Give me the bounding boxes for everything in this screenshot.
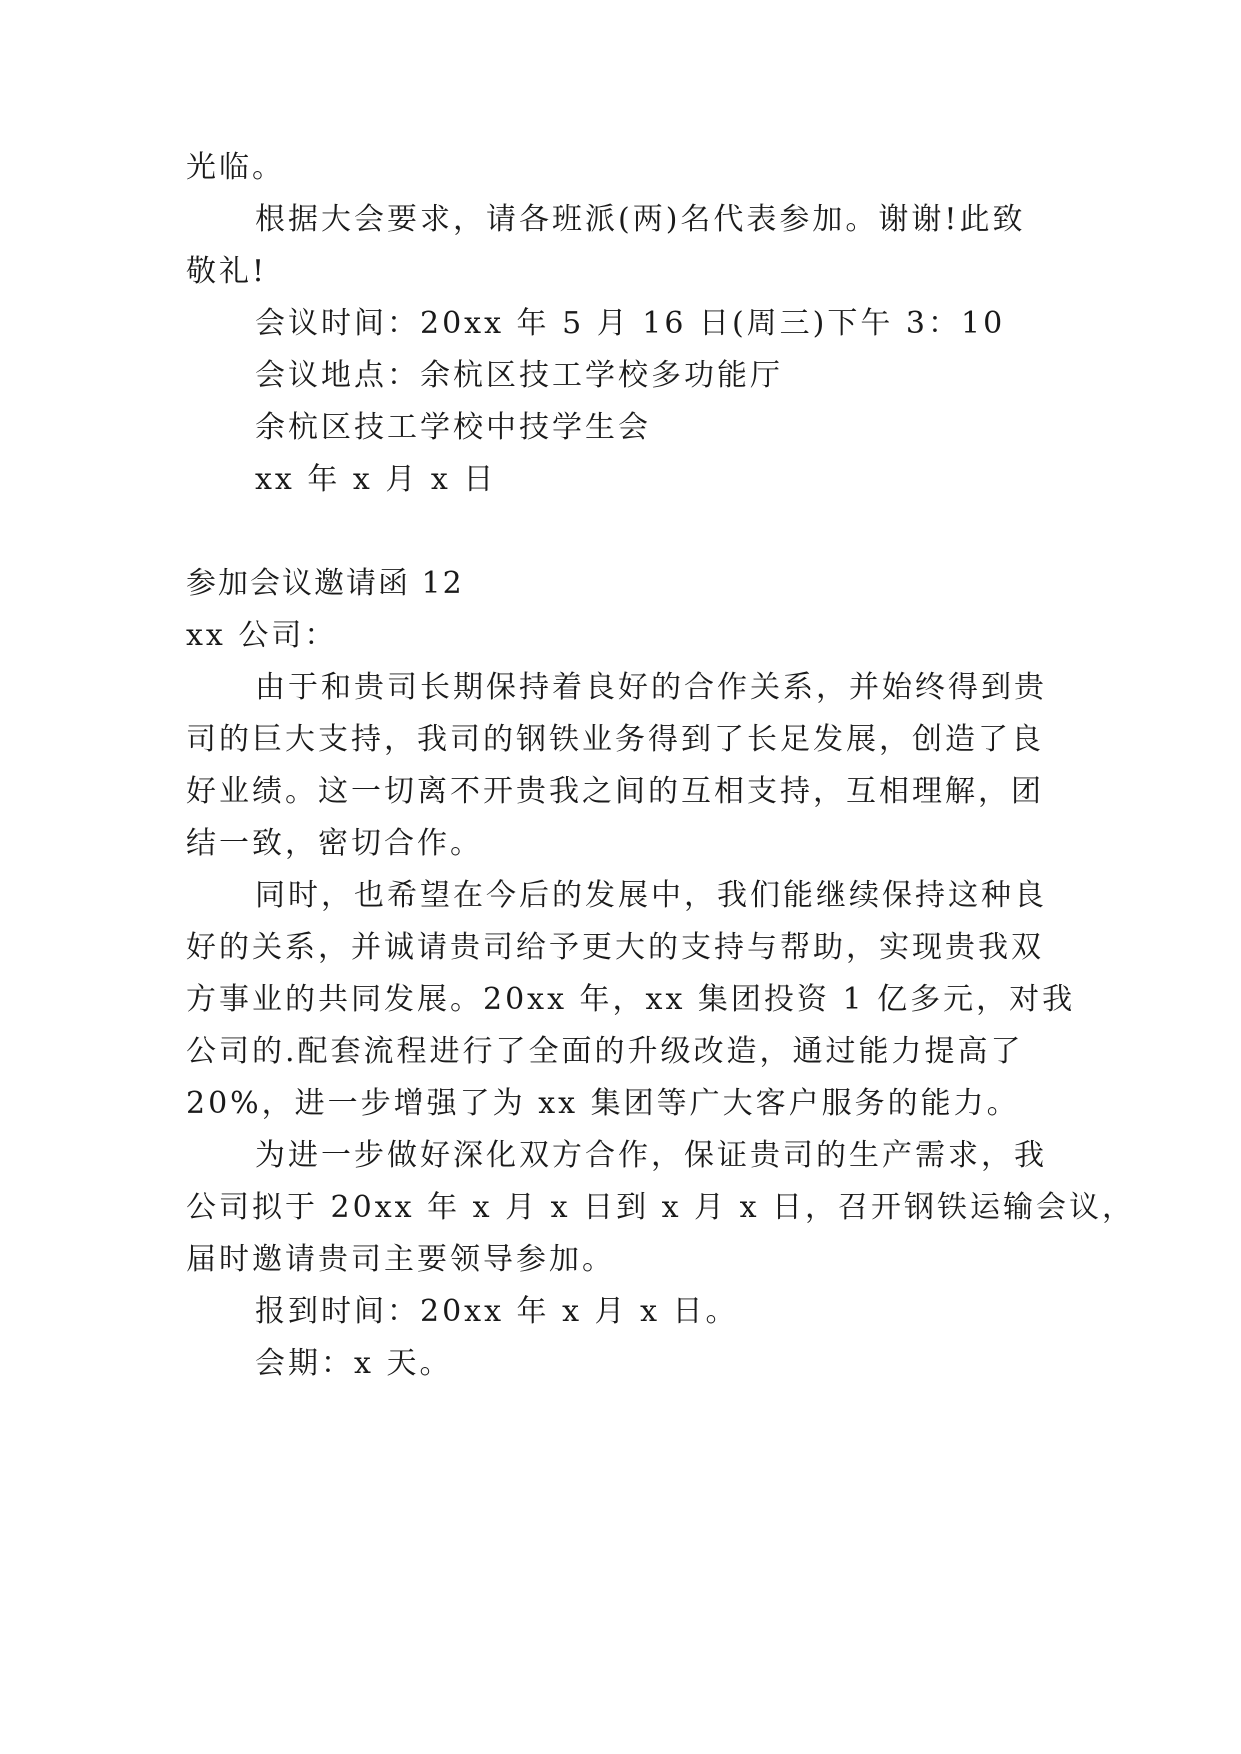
duration: 会期：x 天。 [255,1346,453,1381]
text-line: 好业绩。这一切离不开贵我之间的互相支持，互相理解，团 [186,774,1044,809]
text-line: 司的巨大支持，我司的钢铁业务得到了长足发展，创造了良 [186,722,1044,757]
text-line: 同时，也希望在今后的发展中，我们能继续保持这种良 [255,878,1047,913]
text-line: 好的关系，并诚请贵司给予更大的支持与帮助，实现贵我双 [186,930,1044,965]
text-line: 公司的.配套流程进行了全面的升级改造，通过能力提高了 [186,1034,1024,1069]
text-line: 公司拟于 20xx 年 x 月 x 日到 x 月 x 日，召开钢铁运输会议， [186,1190,1136,1225]
text-line: 结一致，密切合作。 [186,826,483,861]
text-line: 为进一步做好深化双方合作，保证贵司的生产需求，我 [255,1138,1047,1173]
salutation: xx 公司： [186,618,338,653]
text-line: 方事业的共同发展。20xx 年，xx 集团投资 1 亿多元，对我 [186,982,1076,1017]
signature-date: xx 年 x 月 x 日 [255,462,497,497]
meeting-place: 会议地点：余杭区技工学校多功能厅 [255,358,783,393]
text-line: 敬礼! [186,254,268,289]
meeting-time: 会议时间：20xx 年 5 月 16 日(周三)下午 3：10 [255,306,1006,341]
signature-org: 余杭区技工学校中技学生会 [255,410,651,445]
text-line: 届时邀请贵司主要领导参加。 [186,1242,615,1277]
text-line: 由于和贵司长期保持着良好的合作关系，并始终得到贵 [255,670,1047,705]
text-line: 根据大会要求，请各班派(两)名代表参加。谢谢!此致 [255,202,1026,237]
report-time: 报到时间：20xx 年 x 月 x 日。 [255,1294,739,1329]
text-line: 20%，进一步增强了为 xx 集团等广大客户服务的能力。 [186,1086,1020,1121]
text-line: 光临。 [186,150,285,185]
section-title: 参加会议邀请函 12 [186,566,464,601]
